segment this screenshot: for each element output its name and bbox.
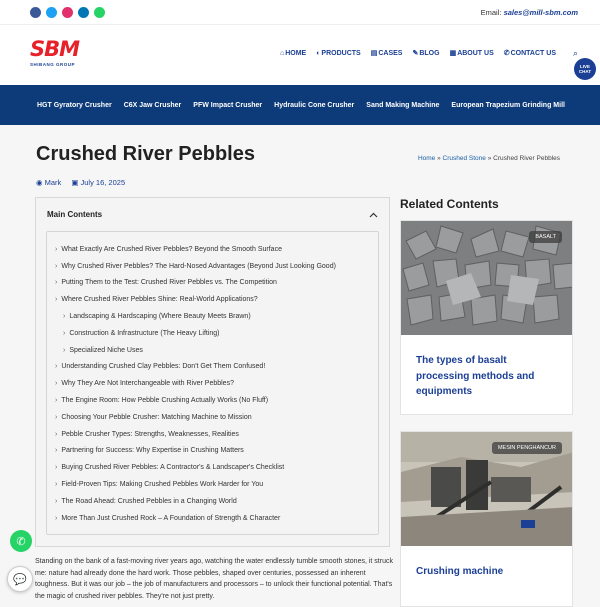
chevron-right-icon: › [55,430,58,438]
toc-item[interactable] [47,359,378,376]
whatsapp-icon: ✆ [16,535,26,548]
nav-about-us[interactable]: ▦ ABOUT US [449,49,494,57]
whatsapp-icon[interactable] [94,7,105,18]
linkedin-icon[interactable] [78,7,89,18]
toc-item-label: The Road Ahead: Crushed Pebbles in a Changing World [61,497,237,505]
chevron-right-icon: › [63,313,66,321]
nav-products[interactable]: ◐ PRODUCTS [316,49,361,57]
toc-header[interactable] [36,198,389,231]
toc-item-label: More Than Just Crushed Rock – A Foundation of Strength & Character [61,514,281,522]
breadcrumb-category[interactable]: Crushed Stone [442,155,486,162]
facebook-icon[interactable] [30,7,41,18]
email-label: Email: [480,7,502,17]
home-icon: ⌂ [279,49,285,57]
chevron-right-icon: › [55,514,58,522]
building-icon: ▦ [449,50,457,57]
site-header [0,25,600,85]
chevron-right-icon: › [55,380,58,388]
logo[interactable] [30,38,88,72]
contact-email[interactable] [481,8,578,17]
toc-item[interactable] [47,443,378,460]
logo-mark: SBM [30,37,80,61]
toc-item-label: Why Crushed River Pebbles? The Hard-Nosed Advantages (Beyond Just Looking Good) [61,262,336,270]
nav-contact-us[interactable]: ✆ CONTACT US [503,49,556,57]
card-image-crushing[interactable] [401,432,572,546]
toc-item-label: What Exactly Are Crushed River Pebbles? Beyond the Smooth Surface [61,245,282,253]
chevron-right-icon: › [55,262,58,270]
related-card[interactable] [400,220,573,415]
toc-item[interactable] [47,375,378,392]
product-link[interactable]: HGT Gyratory Crusher [37,101,112,109]
article-body: Standing on the bank of a fast-moving river years ago, watching the water endlessly tumble smooth stones, it struck me: nature had already done the hard work. Those pebbles, shaped over centuries, possessed an inherent toughness. But it was our job – the job of manufacturers and processors – to unlock their functional potential. That's the magic of crushed river pebbles. They're not just pretty. [35,558,393,600]
product-link[interactable]: Sand Making Machine [366,101,440,109]
whatsapp-button[interactable] [10,530,32,552]
chevron-right-icon: › [55,397,58,405]
author[interactable]: ◉ Mark [36,178,62,187]
nav-blog[interactable]: ✎ BLOG [412,49,440,57]
post-meta [36,178,125,187]
toc-item-label: Specialized Niche Uses [69,346,143,354]
toc-item[interactable] [47,241,378,258]
toc-title: Main Contents [47,210,103,219]
chat-icon: 💬 [13,573,27,586]
main-nav [280,49,556,57]
toc-item[interactable] [47,476,378,493]
toc-item[interactable] [47,258,378,275]
pen-icon: ✎ [412,50,419,57]
nav-home[interactable]: ⌂ HOME [279,49,307,57]
toc-item-label: Putting Them to the Test: Crushed River Pebbles vs. The Competition [61,279,277,287]
breadcrumb-home[interactable]: Home [417,155,436,162]
user-icon: ◉ [36,178,43,187]
toc-item-label: Why They Are Not Interchangeable with River Pebbles? [61,380,234,388]
product-link[interactable]: Hydraulic Cone Crusher [274,101,355,109]
card-badge[interactable]: MESIN PENGHANCUR [492,442,562,454]
breadcrumb-separator: » [487,155,492,162]
card-title[interactable]: The types of basalt processing methods and equipments [416,355,535,397]
related-card[interactable] [400,431,573,607]
toc-item-label: Landscaping & Hardscaping (Where Beauty Meets Brawn) [69,313,251,321]
contact-icon: ✆ [503,50,510,57]
toc-item-label: Field-Proven Tips: Making Crushed Pebbles Work Harder for You [61,481,264,489]
chevron-right-icon: › [55,245,58,253]
breadcrumb-separator: » [437,155,441,162]
toc-item[interactable] [47,291,378,308]
toc-item[interactable] [47,275,378,292]
toc-item[interactable] [47,426,378,443]
calendar-icon: ▣ [71,178,79,187]
toc-list [46,231,379,535]
chevron-right-icon: › [55,296,58,304]
search-icon[interactable]: ⌕ [572,48,578,58]
product-link[interactable]: PFW Impact Crusher [193,101,263,109]
post-date: ▣ July 16, 2025 [71,178,126,187]
social-links [30,7,105,18]
page-title: Crushed River Pebbles [36,143,255,165]
breadcrumb-current: Crushed River Pebbles [493,155,560,162]
logo-subtitle: SHIBANG GROUP [30,62,76,67]
breadcrumb [418,155,560,162]
product-link[interactable]: C6X Jaw Crusher [123,101,182,109]
chevron-right-icon: › [55,497,58,505]
toc-item-label: Understanding Crushed Clay Pebbles: Don't Get Them Confused! [61,363,266,371]
products-icon: ◐ [316,49,321,57]
toc-item-label: Partnering for Success: Why Expertise in Crushing Matters [61,447,244,455]
card-title[interactable]: Crushing machine [416,566,504,577]
toc-item[interactable] [47,308,378,325]
cases-icon: ▤ [370,50,378,57]
toc-item-label: The Engine Room: How Pebble Crushing Actually Works (No Fluff) [61,397,269,405]
product-bar [0,85,600,125]
toc-item-label: Pebble Crusher Types: Strengths, Weaknesses, Realities [61,430,239,438]
toc-item[interactable] [47,392,378,409]
top-bar [0,0,600,25]
toc-item[interactable] [47,325,378,342]
toc-item-label: Buying Crushed River Pebbles: A Contractor's & Landscaper's Checklist [61,464,285,472]
toc-item-label: Where Crushed River Pebbles Shine: Real-World Applications? [61,296,258,304]
card-image-basalt[interactable] [401,221,572,335]
product-link[interactable]: European Trapezium Grinding Mill [451,101,565,109]
nav-cases[interactable]: ▤ CASES [370,49,403,57]
instagram-icon[interactable] [62,7,73,18]
toc-item[interactable] [47,510,378,527]
chevron-right-icon: › [55,481,58,489]
card-badge[interactable]: BASALT [529,231,562,243]
chevron-right-icon: › [55,279,58,287]
chevron-right-icon: › [55,413,58,421]
chevron-right-icon: › [63,346,66,354]
chevron-right-icon: › [55,464,58,472]
chat-button[interactable] [7,566,33,592]
chevron-right-icon: › [55,363,58,371]
related-title: Related Contents [400,197,499,211]
toc-item-label: Choosing Your Pebble Crusher: Matching Machine to Mission [61,413,252,421]
chevron-up-icon[interactable] [369,212,378,218]
live-chat-button[interactable]: LIVE CHAT [574,58,596,80]
email-address[interactable]: sales@mill-sbm.com [503,7,578,17]
toc-item[interactable] [47,342,378,359]
toc-item[interactable] [47,459,378,476]
toc-item[interactable] [47,493,378,510]
table-of-contents [35,197,390,547]
toc-item[interactable] [47,409,378,426]
title-row [0,125,600,203]
chevron-right-icon: › [55,447,58,455]
chevron-right-icon: › [63,329,66,337]
toc-item-label: Construction & Infrastructure (The Heavy Lifting) [69,329,220,337]
twitter-icon[interactable] [46,7,57,18]
